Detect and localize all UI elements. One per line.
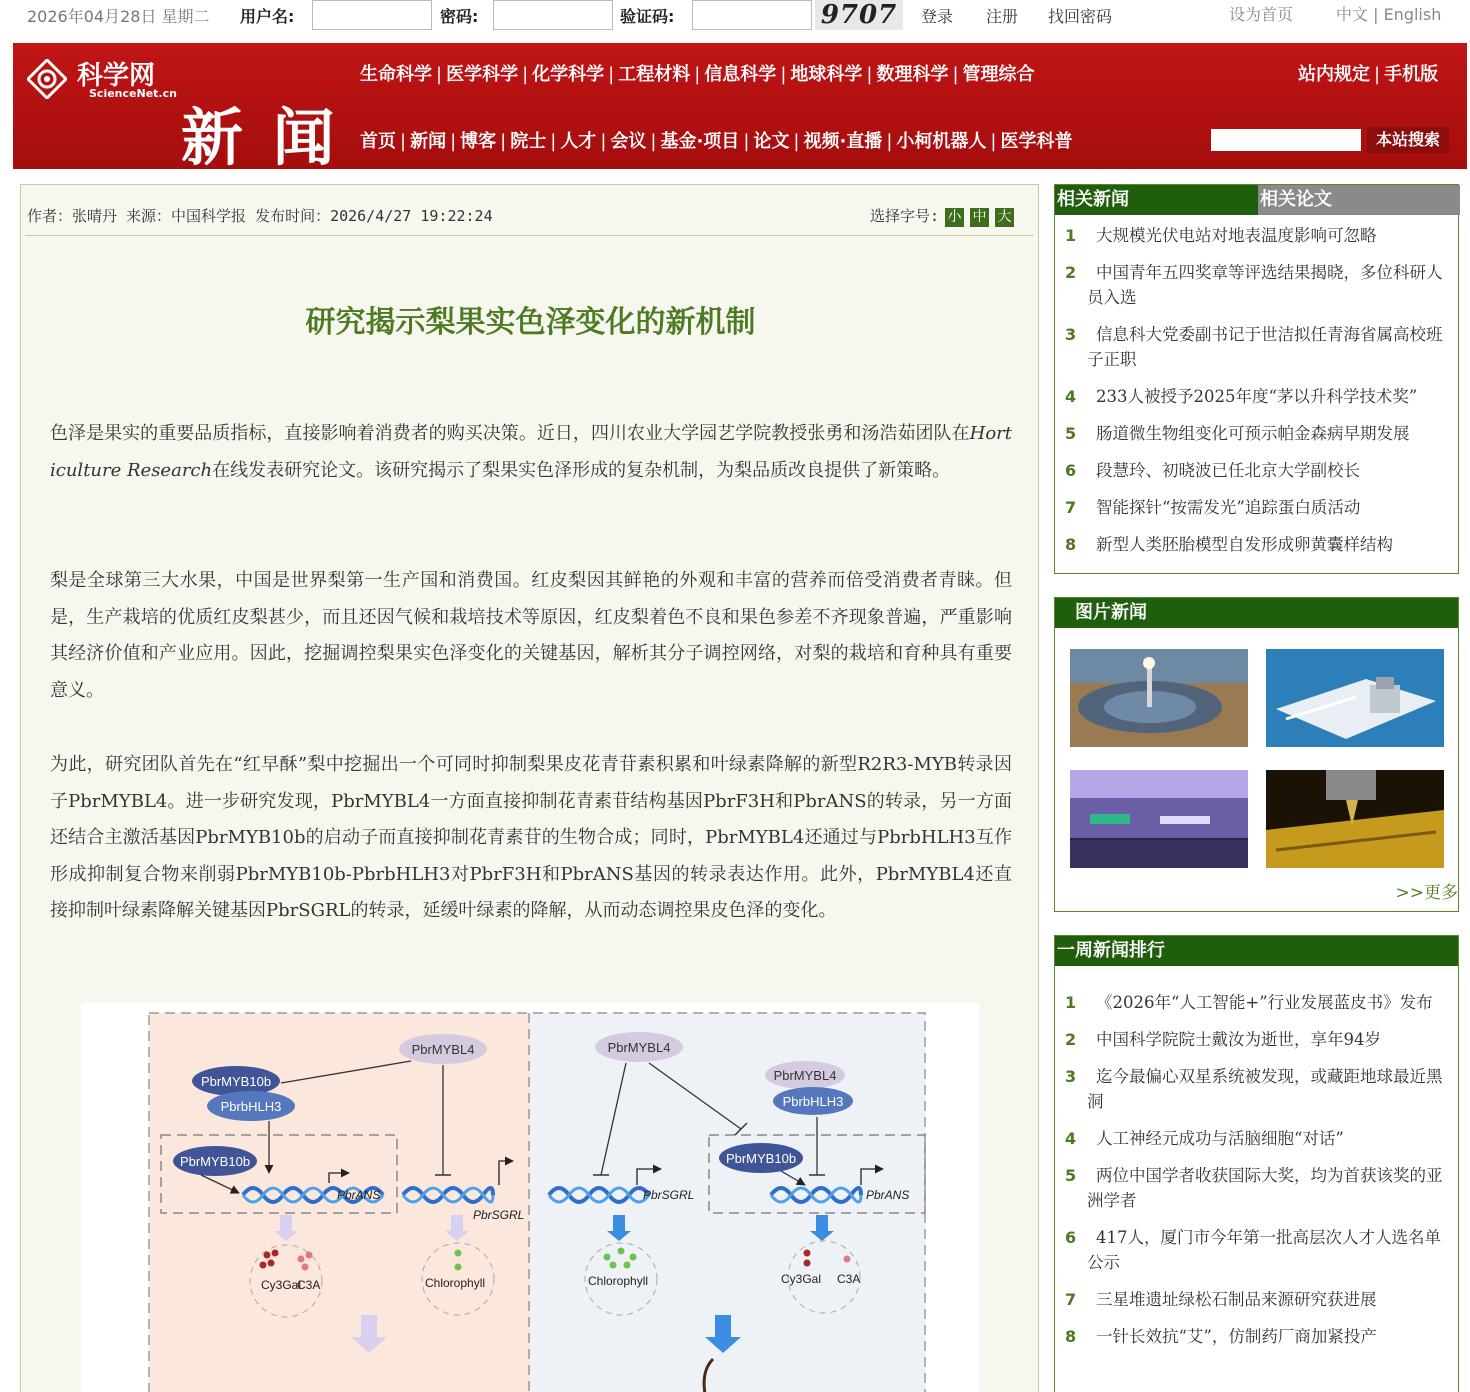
font-size-small-button[interactable]: 小 (945, 208, 964, 227)
list-item[interactable]: 3 迄今最偏心双星系统被发现，或藏距地球最近黑洞 (1065, 1067, 1443, 1111)
article-paragraph-1: 色泽是果实的重要品质指标，直接影响着消费者的购买决策。近日，四川农业大学园艺学院教授张勇和汤浩茹团队在Horticulture Research在线发表研究论文。该研究揭示了梨果实色泽形成的复杂机制，为梨品质改良提供了新策略。 (50, 423, 1012, 481)
photo-grid (1055, 628, 1458, 903)
bhlh3-label: PbrbHLH3 (220, 1099, 282, 1114)
nav-papers[interactable]: 论文 (753, 131, 790, 152)
list-item[interactable]: 2 中国青年五四奖章等评选结果揭晓，多位科研人员入选 (1065, 263, 1443, 307)
article-paragraph-3: 为此，研究团队首先在“红早酥”梨中挖掘出一个可同时抑制梨果皮花青苷素积累和叶绿素降解的新型R2R3-MYB转录因子PbrMYBL4。进一步研究发现，PbrMYBL4一方面直接抑制花青素苷结构基因PbrF3H和PbrANS的转录，另一方面还结合主激活基因PbrMYB10b的启动子而直接抑制花青素苷的生物合成；同时，PbrMYBL4还通过与PbrbHLH3互作形成抑制复合物来削弱PbrMYB10b-PbrbHLH3对PbrF3H和PbrANS基因的转录表达作用。此外，PbrMYBL4还直接抑制叶绿素降解关键基因PbrSGRL的转录，延缓叶绿素的降解，从而动态调控果皮色泽的变化。 (50, 754, 1012, 921)
list-item[interactable]: 1 《2026年“人工智能+”行业发展蓝皮书》发布 (1065, 993, 1433, 1012)
chlorophyll-label-right: Chlorophyll (588, 1274, 649, 1288)
nav-home[interactable]: 首页 (360, 131, 396, 152)
cy3gal-label-left: Cy3Gal (261, 1278, 302, 1292)
captcha-label: 验证码: (620, 7, 675, 26)
c3a-label-right: C3A (837, 1272, 861, 1286)
login-link[interactable]: 登录 (921, 7, 954, 26)
myb10b-bound-label: PbrMYB10b (179, 1154, 251, 1169)
recover-password-link[interactable]: 找回密码 (1048, 7, 1113, 26)
ans-gene-label-right: PbrANS (866, 1188, 910, 1202)
photo-news-box (1054, 597, 1459, 912)
username-label: 用户名: (240, 7, 295, 26)
nav-news[interactable]: 新闻 (410, 131, 447, 152)
font-size-medium-button[interactable]: 中 (970, 208, 989, 227)
logo-emblem-icon (27, 59, 67, 99)
meta-divider (25, 235, 1034, 236)
username-input[interactable] (312, 0, 432, 30)
list-item[interactable]: 8 一针长效抗“艾”，仿制药厂商加紧投产 (1065, 1327, 1377, 1346)
font-size-label: 选择字号: (869, 207, 939, 225)
font-size-large-button[interactable]: 大 (995, 208, 1014, 227)
list-item[interactable]: 2 中国科学院院士戴汝为逝世，享年94岁 (1065, 1030, 1381, 1049)
nav-medical-science[interactable]: 医学科学 (446, 64, 519, 85)
mechanism-figure (81, 1003, 979, 1392)
site-header (13, 43, 1467, 174)
section-title: 新 闻 (181, 101, 339, 174)
myb10b-label-right: PbrMYB10b (725, 1151, 797, 1166)
list-item[interactable]: 3 信息科大党委副书记于世洁拟任青海省属高校班子正职 (1065, 325, 1443, 369)
more-photos-link[interactable]: >>更多 (1395, 883, 1458, 903)
related-news-box (1054, 184, 1459, 574)
related-news-list (1055, 215, 1458, 557)
nav-meeting[interactable]: 会议 (610, 131, 647, 152)
list-item[interactable]: 6 417人，厦门市今年第一批高层次人才人选名单公示 (1065, 1228, 1441, 1272)
ans-gene-label-left: PbrANS (337, 1188, 381, 1202)
section-nav: 首页 | 新闻 | 博客 | 院士 | 人才 | 会议 | 基金·项目 | 论文 | 视频·直播 | 小柯机器人 | 医学科普 (360, 131, 1073, 152)
mechanism-diagram (81, 1003, 979, 1392)
photo-lab-robot[interactable] (1266, 649, 1444, 747)
article-panel (20, 184, 1039, 1392)
site-search-input[interactable] (1211, 129, 1361, 151)
c3a-label-left: C3A (297, 1278, 321, 1292)
nav-blog[interactable]: 博客 (460, 131, 497, 152)
nav-academician[interactable]: 院士 (510, 131, 547, 152)
nav-talent[interactable]: 人才 (560, 131, 597, 152)
nav-chemistry[interactable]: 化学科学 (532, 64, 605, 85)
list-item[interactable]: 5 两位中国学者收获国际大奖，均为首获该奖的亚洲学者 (1065, 1166, 1443, 1210)
bhlh3-label-right: PbrbHLH3 (782, 1094, 844, 1109)
nav-video-live[interactable]: 视频·直播 (803, 131, 883, 152)
sciencenet-logo[interactable] (27, 53, 177, 103)
font-size-selector (870, 205, 1014, 227)
captcha-image[interactable]: 9707 (815, 0, 903, 30)
journal-name: Horticulture Research (50, 423, 1012, 481)
sgrl-gene-label-right: PbrSGRL (643, 1188, 695, 1202)
nav-xiaoke-robot[interactable]: 小柯机器人 (896, 131, 987, 152)
nav-medical-popsci[interactable]: 医学科普 (1000, 131, 1073, 152)
nav-information[interactable]: 信息科学 (704, 64, 777, 85)
nav-math-physics[interactable]: 数理科学 (876, 64, 949, 85)
current-date: 2026年04月28日 星期二 (27, 7, 210, 26)
tab-related-news[interactable]: 相关新闻 (1055, 185, 1258, 215)
list-item[interactable]: 4 233人被授予2025年度“茅以升科学技术奖” (1065, 387, 1418, 406)
list-item[interactable]: 6 段慧玲、初晓波已任北京大学副校长 (1065, 461, 1360, 480)
article-paragraph-2: 梨是全球第三大水果，中国是世界梨第一生产国和消费国。红皮梨因其鲜艳的外观和丰富的营养而倍受消费者青睐。但是，生产栽培的优质红皮梨甚少，而且还因气候和栽培技术等原因，红皮梨着色不良和果色参差不齐现象普遍，严重影响其经济价值和产业应用。因此，挖掘调控梨果实色泽变化的关键基因，解析其分子调控网络，对梨的栽培和育种具有重要意义。 (50, 570, 1012, 701)
nav-fund-project[interactable]: 基金·项目 (660, 131, 740, 152)
list-item[interactable]: 1 大规模光伏电站对地表温度影响可忽略 (1065, 226, 1377, 245)
mybl4-label-left: PbrMYBL4 (411, 1042, 475, 1057)
mybl4-label-right: PbrMYBL4 (607, 1040, 671, 1055)
logo-domain: ScienceNet.cn (89, 87, 177, 100)
nav-life-science[interactable]: 生命科学 (360, 64, 432, 85)
list-item[interactable]: 7 三星堆遗址绿松石制品来源研究获进展 (1065, 1290, 1377, 1309)
password-label: 密码: (440, 7, 479, 26)
photo-solar-plant[interactable] (1070, 649, 1248, 747)
tab-related-papers[interactable]: 相关论文 (1258, 185, 1460, 215)
photo-lab-lights[interactable] (1070, 770, 1248, 868)
nav-management[interactable]: 管理综合 (962, 64, 1035, 85)
article-meta: 作者：张晴丹 来源：中国科学报 发布时间：2026/4/27 19:22:24 (27, 207, 493, 225)
password-input[interactable] (493, 0, 613, 30)
top-login-bar (0, 0, 1470, 30)
list-item[interactable]: 4 人工神经元成功与活脑细胞“对话” (1065, 1129, 1344, 1148)
language-switch[interactable]: 中文 | English (1336, 5, 1442, 24)
nav-engineering[interactable]: 工程材料 (618, 64, 691, 85)
mybl4-label-complex: PbrMYBL4 (773, 1068, 837, 1083)
weekly-ranking-list (1055, 966, 1458, 1349)
header-right-nav: 站内规定 | 手机版 (1298, 64, 1439, 85)
nav-mobile-version[interactable]: 手机版 (1384, 64, 1439, 85)
photo-gold-machine[interactable] (1266, 770, 1444, 868)
cy3gal-label-right: Cy3Gal (781, 1272, 822, 1286)
site-search-button[interactable]: 本站搜索 (1367, 127, 1449, 153)
list-item[interactable]: 5 肠道微生物组变化可预示帕金森病早期发展 (1065, 424, 1410, 443)
sgrl-gene-label-left: PbrSGRL (473, 1208, 525, 1222)
list-item[interactable]: 7 智能探针“按需发光”追踪蛋白质活动 (1065, 498, 1361, 517)
captcha-input[interactable] (692, 0, 812, 30)
myb10b-label: PbrMYB10b (200, 1074, 272, 1089)
list-item[interactable]: 8 新型人类胚胎模型自发形成卵黄囊样结构 (1065, 535, 1393, 554)
register-link[interactable]: 注册 (986, 7, 1019, 26)
article-title: 研究揭示梨果实色泽变化的新机制 (305, 305, 756, 340)
logo-text: 科学网 (77, 61, 156, 91)
chlorophyll-label-left: Chlorophyll (425, 1276, 486, 1290)
nav-earth-science[interactable]: 地球科学 (790, 64, 863, 85)
photo-news-title: 图片新闻 (1055, 598, 1458, 628)
set-homepage-link[interactable]: 设为首页 (1229, 5, 1294, 24)
discipline-nav: 生命科学 | 医学科学 | 化学科学 | 工程材料 | 信息科学 | 地球科学 | 数理科学 | 管理综合 (360, 64, 1035, 85)
weekly-ranking-box (1054, 935, 1459, 1392)
weekly-ranking-title: 一周新闻排行 (1055, 936, 1458, 966)
nav-site-rules[interactable]: 站内规定 (1298, 64, 1370, 85)
related-tabs (1055, 185, 1458, 215)
